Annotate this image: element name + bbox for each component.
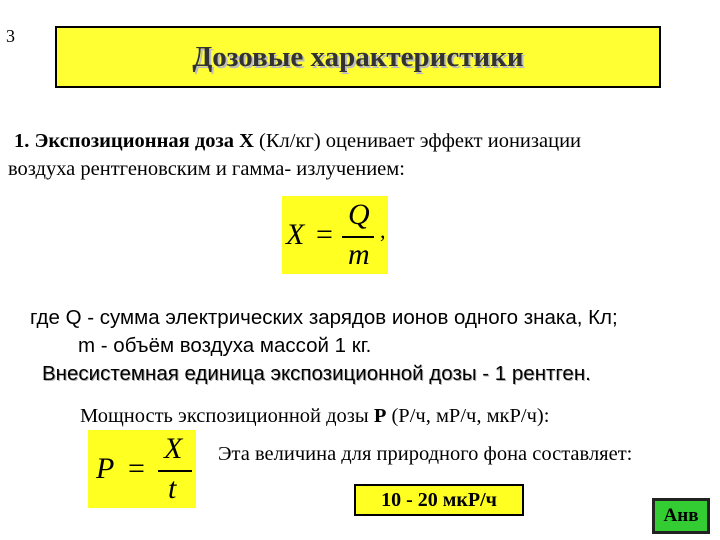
formula-x-comma: ,: [380, 218, 386, 243]
unit-line: Внесистемная единица экспозиционной дозы - 1 рентген.: [42, 362, 591, 385]
dose-rate-formula: [88, 430, 196, 508]
slide-number: 3: [6, 26, 15, 46]
exposure-dose-paragraph: [8, 127, 581, 183]
formula-p-equals: =: [128, 452, 145, 485]
natural-background-line: Эта величина для природного фона составляет:: [218, 443, 633, 465]
where-m-line: m - объём воздуха массой 1 кг.: [78, 334, 372, 357]
exposure-dose-desc: (Кл/кг) оценивает эффект ионизации: [253, 130, 582, 152]
anv-nav-button[interactable]: Анв: [652, 498, 710, 534]
exposure-dose-desc-line2: воздуха рентгеновским и гамма- излучением:: [8, 158, 405, 180]
natural-background-value: 10 - 20 мкР/ч: [354, 484, 524, 516]
exposure-dose-formula: [282, 196, 388, 274]
dose-rate-prefix: Мощность экспозиционной дозы: [80, 405, 374, 427]
where-block: [30, 304, 618, 360]
formula-p-lhs: P: [96, 452, 115, 485]
page-title: Дозовые характеристики: [192, 40, 524, 73]
formula-p-denominator: t: [168, 472, 177, 505]
formula-x-equals: =: [316, 218, 333, 251]
formula-x-denominator: m: [348, 238, 370, 271]
exposure-dose-term: 1. Экспозиционная доза Х: [14, 130, 254, 152]
where-q-line: где Q - сумма электрических зарядов ионов одного знака, Кл;: [30, 306, 618, 329]
formula-x-numerator: Q: [348, 198, 370, 231]
formula-p-numerator: X: [164, 432, 183, 465]
formula-x-lhs: X: [286, 218, 305, 251]
dose-rate-units: (Р/ч, мР/ч, мкР/ч):: [386, 405, 550, 427]
dose-rate-line: [80, 402, 549, 430]
dose-rate-symbol: Р: [373, 405, 387, 427]
title-box: [55, 26, 661, 88]
